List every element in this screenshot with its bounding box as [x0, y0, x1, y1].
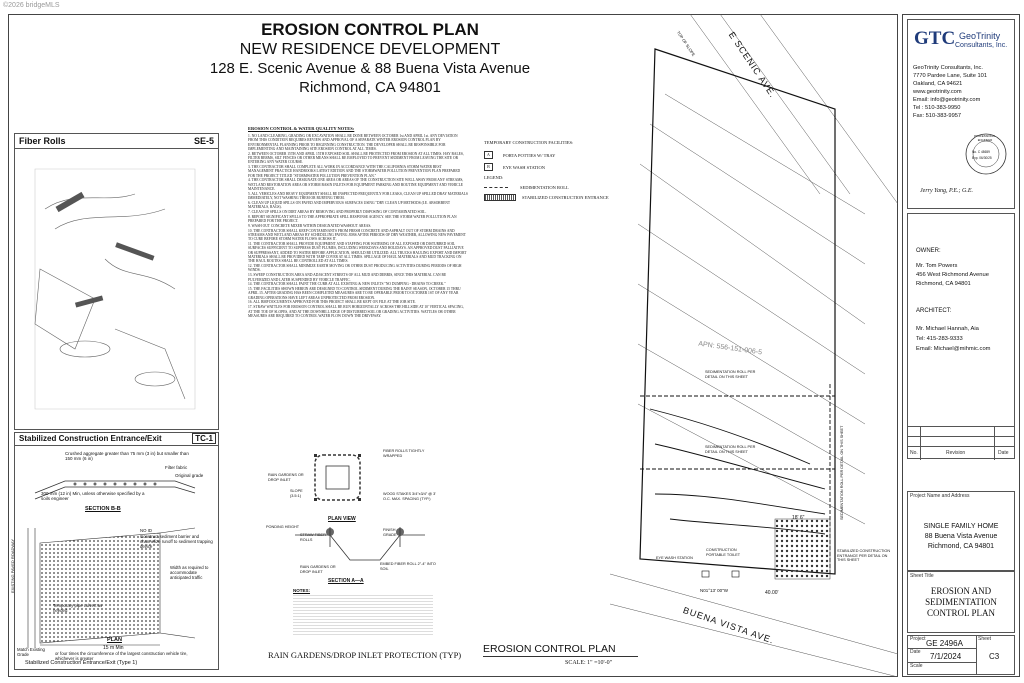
owner-box	[907, 213, 1015, 459]
title-line-2: NEW RESIDENCE DEVELOPMENT	[239, 41, 501, 58]
project-box	[907, 491, 1015, 571]
section-bb-sketch	[25, 453, 205, 523]
title-block	[902, 14, 1020, 677]
section-aa-label: SECTION A—A	[328, 578, 364, 584]
entrance-symbol	[484, 194, 516, 201]
legend-label-a: PORTA POTTIES W/ TRAY	[503, 152, 556, 158]
entrance-detail	[10, 432, 219, 670]
architect-line: Mr. Michael Hannah, Aia	[916, 326, 979, 332]
sheet-title-box	[907, 571, 1015, 633]
architect-line: Tel: 415-283-9333	[916, 336, 963, 342]
note-item: 4. THE CONTRACTOR SHALL DESIGNATE ONE AREA OR AREAS OF THE CONSTRUCTION SITE WELL AWAY FROM ANY STREAMS, WETLAND RESTORATION AREA OR STORM BASIN INLETS FOR EQUIPMENT PARKING AND ROUTINE EQUIPMENT AND VEHICLE MAINTENANCE.	[248, 178, 464, 192]
sheet-no-label: Sheet	[978, 636, 992, 642]
site-plan-sketch	[610, 14, 898, 677]
legend-symbol-a: A	[484, 151, 493, 159]
erosion-notes	[248, 126, 468, 319]
architect-line: Email: Michael@mihmic.com	[916, 346, 991, 352]
top-of-slope-label: TOP OF SLOPE	[675, 30, 697, 58]
firm-name-2: Consultants, Inc.	[955, 42, 1008, 49]
plan-title: EROSION CONTROL PLAN	[483, 643, 616, 655]
fiber-rolls-sketch	[15, 149, 218, 429]
drop-inlet-label: RAIN GARDENS OR DROP INLET	[300, 565, 336, 574]
owner-info	[916, 262, 1016, 289]
original-grade-note: Original grade	[175, 473, 204, 478]
straw-label: STRAW FIBER ROLLS	[300, 533, 326, 542]
slope-label: SLOPE (3.5:1)	[290, 489, 303, 498]
note-item: 6. CLEAN UP LIQUID SPILLS ON PAVED AND IMPERVIOUS SURFACES USING "DRY CLEAN UP METHODS (I.E. ABSORBENT MATERIALS, RAGS).	[248, 200, 451, 210]
note-item: 8. REPORT SIGNIFICANT SPILLS TO THE APPROPRIATE SPILL RESPONSE AGENCY. SEE THE STORM WATER POLLUTION PLAN PREPARED FOR THE PROJECT.	[248, 214, 457, 224]
match-grade-note: Match Existing Grade	[17, 647, 45, 657]
project-line: Richmond, CA 94801	[927, 543, 995, 550]
sheet-no: C3	[989, 652, 1000, 661]
owner-line: 456 West Richmond Avenue	[916, 272, 989, 278]
owner-label: OWNER:	[916, 248, 941, 254]
firm-logo: GTC	[914, 28, 956, 49]
note-item: 16. ALL BMP DOCUMENTS APPROVED FOR THIS PROJECT SHALL BE KEPT ON FILE AT THE JOB SITE.	[248, 300, 416, 305]
legend-symbol-b: B	[484, 163, 493, 171]
rev-col-no: No.	[910, 450, 918, 456]
rain-garden-plan-sketch	[310, 450, 365, 512]
fiber-rolls-title: Fiber Rolls	[19, 136, 66, 146]
rain-garden-title: RAIN GARDENS/DROP INLET PROTECTION (TYP)	[268, 650, 462, 660]
four-times-note: or four times the circumference of the largest construction vehicle tire, whichever is greater	[55, 651, 188, 661]
architect-label: ARCHITECT:	[916, 308, 952, 314]
legend-label: LEGEND:	[484, 175, 504, 180]
date-label: Date	[910, 649, 921, 655]
street-bottom-label: BUENA VISTA AVE.	[681, 605, 776, 646]
address-line: www.geotrinity.com	[913, 89, 962, 95]
bearing-label: N01°13' 00"W	[700, 588, 729, 593]
address-line: Tel : 510-383-9950	[913, 105, 961, 111]
note-item: 11. THE CONTRACTOR SHALL PROVIDE EQUIPMENT AND STAFFING FOR WATERING OF ALL EXPOSED OR DISTURBED SOIL SURFACES SUFFICIENT TO SUPPRESS DUST PLUMES, INCLUDING WEEKDAYS AND HOLIDAYS. AN APPROVED DUST PALLIATIVE OR SUPPRESSANT, ADDED TO WATER BEFORE APPLICATION, SHOULD BE UTILIZED. ALL TRUCKS HAULING EXPORT AND IMPORT MATERIALS SHALL BE PROVIDED WITH TARP COVER AT ALL TIMES. SPILLAGE OF HAUL MATERIALS AND MUD TRACKING ON THE HAUL ROUTES SHALL BE CONTROLLED AT ALL TIMES.	[248, 242, 467, 264]
width-note: Width as required to accommodate anticipated traffic	[170, 565, 209, 580]
firm-name-1: GeoTrinity	[959, 31, 1001, 41]
mls-watermark: ©2026 bridgeMLS	[3, 2, 60, 9]
fiber-rolls-code: SE-5	[193, 136, 214, 146]
architect-info	[916, 324, 1016, 354]
rain-garden-detail	[260, 445, 465, 670]
firm-address	[913, 64, 1013, 120]
entrance-caption: Stabilized Construction Entrance/Exit (Type 1)	[25, 660, 138, 666]
note-item: 12. THE CONTRACTOR SHALL MINIMIZE EARTH MOVING OR OTHER DUST PRODUCING ACTIVITIES DURING PERIODS OF HIGH WINDS.	[248, 264, 462, 273]
stamp-no: No. C 48659	[972, 150, 990, 154]
depth-note: 300 mm (12 in) Min, unless otherwise specified by a soils engineer	[41, 491, 145, 501]
embed-label: EMBED FIBER ROLL 2"-4" INTO SOIL	[380, 562, 436, 571]
address-line: 7770 Pardee Lane, Suite 101	[913, 73, 987, 79]
note-item: 7. CLEAN UP SPILLS ON DIRT AREAS BY REMOVING AND PROPERLY DISPOSING OF CONTAMINATED SOIL.	[248, 210, 427, 215]
fiber-rolls-detail	[14, 133, 219, 430]
project-line: 88 Buena Vista Avenue	[924, 533, 998, 540]
sed-roll-symbol	[484, 187, 508, 188]
apn-label: APN: 556-151-006-5	[697, 340, 763, 357]
title-line-1: EROSION CONTROL PLAN	[261, 20, 479, 39]
filter-fabric-note: Filter fabric	[165, 465, 188, 470]
note-item: 9. WASH OUT CONCRETE MIXER WITHIN DESIGNATED WASHOUT AREAS.	[248, 223, 372, 228]
entrance-code: TC-1	[192, 433, 216, 444]
sheet-info-box	[907, 635, 1015, 675]
sed-roll-2-label: SEDIMENTATION ROLL PER DETAIL ON THIS SHEET	[705, 445, 756, 454]
street-top-label: E SCENIC AVE.	[726, 30, 779, 100]
dimension-2: 40.00'	[765, 590, 779, 596]
sediment-barrier-note: Construct sediment barrier and channelize runoff to sediment trapping device	[140, 534, 213, 549]
scale-label: Scale	[910, 663, 923, 669]
rg-notes-text	[293, 595, 433, 635]
dimension-1: 18' 6"	[792, 515, 805, 521]
entrance-label: STABILIZED CONSTRUCTION ENTRANCE PER DETAIL ON THIS SHEET	[837, 549, 891, 562]
sheet-title-label: Sheet Title	[910, 573, 934, 579]
rev-col-date: Date	[998, 450, 1009, 456]
plan-label: PLAN	[107, 637, 122, 643]
sheet-title-line: EROSION AND	[930, 586, 992, 596]
rg-notes-label: NOTES:	[293, 588, 311, 593]
sed-roll-side-label: SEDIMENTATION ROLL PER DETAIL ON THIS SHEET	[840, 425, 844, 520]
plan-scale: SCALE: 1" =10'-0"	[565, 660, 613, 666]
finish-grade-label: FINISH GRADE	[383, 528, 397, 537]
notes-list	[248, 134, 468, 318]
plan-view-label: PLAN VIEW	[328, 516, 356, 522]
note-item: 14. THE CONTRACTOR SHALL PAINT THE CURB AT ALL EXISTING & NEW INLETS "NO DUMPING - DRAINS TO CREEK."	[248, 282, 446, 287]
entrance-title: Stabilized Construction Entrance/Exit	[19, 434, 162, 443]
project-no-label: Project	[910, 636, 926, 642]
project-no: GE 2496A	[926, 639, 963, 648]
note-item: 15. THE FACILITIES SHOWN HEREIN ARE DESIGNED TO CONTROL SEDIMENT DURING THE RAINY SEASON, OCTOBER 15 THRU APRIL 15. AFTER GRADING HAS BEEN COMPLETED MEASURES ARE TO BE OPERABLE PRIOR TO OCTOBER 1ST OF ANY YEAR GRADING OPERATIONS HAVE LEFT AREAS UNPROTECTED FROM EROSION.	[248, 287, 461, 300]
section-bb-label: SECTION B-B	[85, 506, 121, 512]
project-info	[908, 522, 1014, 552]
legend-heading: TEMPORARY CONSTRUCTION FACILITIES:	[484, 140, 574, 145]
address-line: Oakland, CA 94621	[913, 81, 963, 87]
no-id-note: NO ID	[140, 528, 152, 533]
address-line: Email: info@geotrinity.com	[913, 97, 981, 103]
owner-line: Mr. Tom Powers	[916, 263, 958, 269]
note-item: 13. SWEEP CONSTRUCTION AREA AND ADJACENT STREETS OF ALL MUD AND DEBRIS, SINCE THIS MATERIAL CAN BE PULVERIZED AND LATER SUSPENDED BY VEHICLE TRAFFIC.	[248, 273, 447, 282]
sheet-title	[908, 586, 1014, 619]
note-item: 5. ALL VEHICLES AND HEAVY EQUIPMENT SHALL BE INSPECTED FREQUENTLY FOR LEAKS, CLEAN UP SPILLED DRAY MATERIALS IMMEDIATELY, NOT WASHING THEM OR BURYING THEM.	[248, 191, 468, 201]
notes-heading: EROSION CONTROL & WATER QUALITY NOTES:	[248, 126, 355, 131]
address-line: GeoTrinity Consultants, Inc.	[913, 65, 983, 71]
address-line: Fax: 510-383-9957	[913, 113, 962, 119]
ponding-label: PONDING HEIGHT	[266, 525, 300, 529]
existing-paved-note: EXISTING PAVED ROADWAY	[10, 538, 15, 593]
legend-label-b: EYE WASH STATION	[503, 164, 546, 170]
sheet-title-line: SEDIMENTATION	[925, 597, 997, 607]
title-line-3: 128 E. Scenic Avenue & 88 Buena Vista Avenue	[209, 60, 531, 77]
entrance-legend-label: STABILIZED CONSTRUCTION ENTRANCE	[522, 195, 609, 200]
sed-roll-1-label: SEDIMENTATION ROLL PER DETAIL ON THIS SHEET	[705, 370, 756, 379]
sheet-title-line: CONTROL PLAN	[927, 608, 995, 618]
note-item: 17. STRAW WATTLES FOR EROSION CONTROL SHALL BE RUN HORIZONTALLY ACROSS THE HILLSIDE AT 10' VERTICAL SPACING, AT THE TOE OF SLOPES, AND AT THE DOWNHILL EDGE OF DISTURBED SOIL OR GRADING ACTIVITIES. WATTLES OR OTHER MEASURES ARE REQUIRED TO CONTROL WATER FLOW DOWN THE DRIVEWAY.	[248, 305, 464, 318]
aggregate-note: Crushed aggregate greater than 75 mm (3 in) but smaller than 150 mm (6 in)	[65, 451, 189, 461]
sed-roll-label: SEDIMENTATION ROLL	[520, 185, 569, 190]
note-item: 2. BETWEEN OCTOBER 15TH AND APRIL 15TH EXPOSED SOIL SHALL BE PROTECTED FROM EROSION AT ALL TIMES. HAY BALES, FILTER BERMS, SILT FENCES OR OTHER MEANS SHALL BE EMPLOYED TO PREVENT SEDIMENT FROM LEAVING THE SITE OR ENTERING ANY WATER COURSE.	[248, 151, 464, 165]
signature: Jerry Yang, P.E.; G.E.	[920, 188, 973, 194]
date-value: 7/1/2024	[930, 652, 962, 661]
drawing-title	[170, 20, 570, 97]
project-label: Project Name and Address	[910, 493, 970, 499]
note-item: 3. THE CONTRACTOR SHALL COMPLETE ALL WORK IN ACCORDANCE WITH THE CALIFORNIA STORM WATER BEST MANAGEMENT PRACTICE HANDBOOKS LATEST EDITION AND THE STORMWATER POLLUTION PREVENTION PLAN PREPARED FOR THE PROJECT TITLED "STORMWATER POLLUTION PREVENTION PLAN."	[248, 165, 461, 178]
length-note: 15 m Min	[103, 645, 124, 651]
pipe-culvert-note: Temporary pipe culvert as needed	[53, 603, 103, 613]
owner-line: Richmond, CA 94801	[916, 281, 971, 287]
rev-col-revision: Revision	[946, 450, 966, 456]
eye-wash-label: EYE WASH STATION	[656, 556, 693, 560]
note-item: 10. THE CONTRACTOR SHALL KEEP CONTAMINANTS FROM FRESH CONCRETE AND ASPHALT OUT OF STORM DRAINS AND STREAMS AND WETLAND AREAS BY SCHEDULING PAVING JOBS AFTER PERIODS OF DRY WEATHER, ALLOWING NEW PAVEMENT TO CURE BEFORE STORM WATER FLOWS ACROSS IT.	[248, 228, 466, 242]
stamp-text: PROFESSIONAL ENGINEER	[974, 134, 996, 142]
rain-gardens-label: RAIN GARDENS OR DROP INLET	[268, 473, 304, 482]
title-line-4: Richmond, CA 94801	[299, 79, 441, 96]
stamp-exp: Exp. 06/30/25	[972, 156, 992, 160]
project-line: SINGLE FAMILY HOME	[923, 523, 999, 530]
portable-toilet-label: CONSTRUCTION PORTABLE TOILET	[706, 548, 741, 557]
fiber-rolls-label: FIBER ROLLS TIGHTLY WRAPPED	[383, 449, 425, 458]
note-item: 1. NO LAND CLEARING, GRADING OR EXCAVATION SHALL BE DONE BETWEEN OCTOBER 1st AND APRIL 1st. ANY DEVIATION FROM THIS CONDITION REQUIRES REVIEW AND APPROVAL OF A SEPARATE WINTER EROSION CONTROL PLAN BY ENVIRONMENTAL PLANNING PRIOR TO BEGINNING CONSTRUCTION. THE DEVELOPER SHALL BE RESPONSIBLE FOR IMPLEMENTING AND MAINTAINING SITE EROSION CONTROL AT ALL TIMES.	[248, 134, 458, 151]
firm-box	[907, 19, 1015, 209]
wood-stakes-label: WOOD STAKES 3/4"x3/4" @ 3' O.C. MAX. SPACING (TYP.)	[383, 492, 436, 501]
